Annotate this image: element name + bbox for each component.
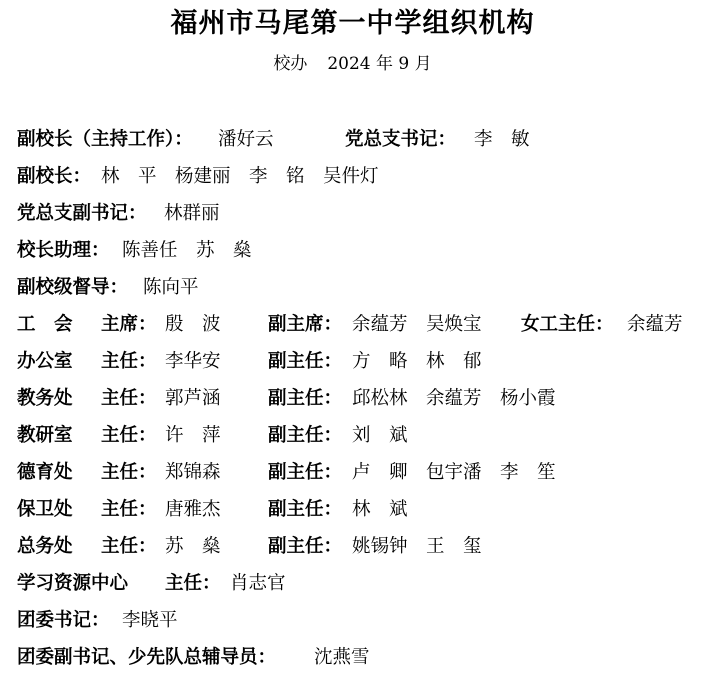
- label-acting-vice-principal: 副校长（主持工作）：: [17, 129, 193, 150]
- names-principal-assistant: 陈善任 苏 燊: [122, 240, 252, 261]
- dept-learning-resource-center: 学习资源中心: [17, 573, 129, 594]
- row-principal-assistant: [17, 232, 705, 269]
- row-academic-affairs: [17, 380, 705, 417]
- role-academic-affairs-deputy: 副主任：: [268, 388, 343, 409]
- row-security: [17, 491, 705, 528]
- names-trade-union-vice-chair: 余蕴芳 吴焕宝: [352, 314, 482, 335]
- role-teaching-research-deputy: 副主任：: [268, 425, 343, 446]
- dept-general-office: 办公室: [17, 351, 73, 372]
- role-academic-affairs-director: 主任：: [101, 388, 157, 409]
- dept-moral-education: 德育处: [17, 462, 73, 483]
- role-security-deputy: 副主任：: [268, 499, 343, 520]
- issue-date: 2024 年 9 月: [327, 54, 432, 74]
- dept-trade-union: 工 会: [17, 314, 73, 335]
- dept-academic-affairs: 教务处: [17, 388, 73, 409]
- row-general-affairs: [17, 528, 705, 565]
- names-moral-education-deputy: 卢 卿 包宇潘 李 笙: [352, 462, 556, 483]
- role-moral-education-deputy: 副主任：: [268, 462, 343, 483]
- name-party-secretary: 李 敏: [474, 129, 530, 150]
- name-women-director: 余蕴芳: [627, 314, 683, 335]
- document-title: 福州市马尾第一中学组织机构: [170, 8, 535, 39]
- label-youth-league-deputy-secretary: 团委副书记、少先队总辅导员：: [17, 647, 277, 668]
- name-general-affairs-director: 苏 燊: [165, 536, 221, 557]
- names-academic-affairs-deputy: 邱松林 余蕴芳 杨小霞: [352, 388, 556, 409]
- name-moral-education-director: 郑锦森: [165, 462, 221, 483]
- name-general-office-director: 李华安: [165, 351, 221, 372]
- label-vice-principals: 副校长：: [17, 166, 92, 187]
- name-supervisor: 陈向平: [143, 277, 199, 298]
- role-general-affairs-deputy: 副主任：: [268, 536, 343, 557]
- name-deputy-party-secretary: 林群丽: [164, 203, 220, 224]
- role-general-affairs-director: 主任：: [101, 536, 157, 557]
- label-party-secretary: 党总支书记：: [345, 129, 457, 150]
- org-list: [17, 121, 705, 676]
- role-security-director: 主任：: [101, 499, 157, 520]
- name-youth-league-secretary: 李晓平: [122, 610, 178, 631]
- document-subtitle: [0, 50, 705, 78]
- row-learning-resource-center: [17, 565, 705, 602]
- dept-teaching-research: 教研室: [17, 425, 73, 446]
- role-general-office-deputy: 副主任：: [268, 351, 343, 372]
- names-general-office-deputy: 方 略 林 郁: [352, 351, 482, 372]
- name-security-director: 唐雅杰: [165, 499, 221, 520]
- dept-general-affairs: 总务处: [17, 536, 73, 557]
- names-teaching-research-deputy: 刘 斌: [352, 425, 408, 446]
- name-academic-affairs-director: 郭芦涵: [165, 388, 221, 409]
- name-youth-league-deputy-secretary: 沈燕雪: [314, 647, 370, 668]
- role-general-office-director: 主任：: [101, 351, 157, 372]
- row-deputy-party-secretary: [17, 195, 705, 232]
- name-acting-vice-principal: 潘好云: [218, 129, 274, 150]
- label-youth-league-secretary: 团委书记：: [17, 610, 110, 631]
- role-moral-education-director: 主任：: [101, 462, 157, 483]
- row-trade-union: [17, 306, 705, 343]
- role-trade-union-vice-chair: 副主席：: [268, 314, 343, 335]
- role-trade-union-chair: 主席：: [101, 314, 157, 335]
- dept-security: 保卫处: [17, 499, 73, 520]
- label-principal-assistant: 校长助理：: [17, 240, 110, 261]
- row-youth-league-deputy-secretary: [17, 639, 705, 676]
- row-acting-vice-principal: [17, 121, 705, 158]
- names-vice-principals: 林 平 杨建丽 李 铭 吴件灯: [101, 166, 379, 187]
- role-teaching-research-director: 主任：: [101, 425, 157, 446]
- name-teaching-research-director: 许 萍: [165, 425, 221, 446]
- issuing-office: 校办: [273, 54, 308, 74]
- name-learning-resource-director: 肖志官: [230, 573, 286, 594]
- names-security-deputy: 林 斌: [352, 499, 408, 520]
- role-learning-resource-director: 主任：: [165, 573, 221, 594]
- role-women-director: 女工主任：: [521, 314, 614, 335]
- row-youth-league-secretary: [17, 602, 705, 639]
- row-teaching-research: [17, 417, 705, 454]
- row-moral-education: [17, 454, 705, 491]
- row-vice-principals: [17, 158, 705, 195]
- label-deputy-party-secretary: 党总支副书记：: [17, 203, 147, 224]
- label-supervisor: 副校级督导：: [17, 277, 129, 298]
- name-trade-union-chair: 殷 波: [165, 314, 221, 335]
- row-general-office: [17, 343, 705, 380]
- names-general-affairs-deputy: 姚锡钟 王 玺: [352, 536, 482, 557]
- row-supervisor: [17, 269, 705, 306]
